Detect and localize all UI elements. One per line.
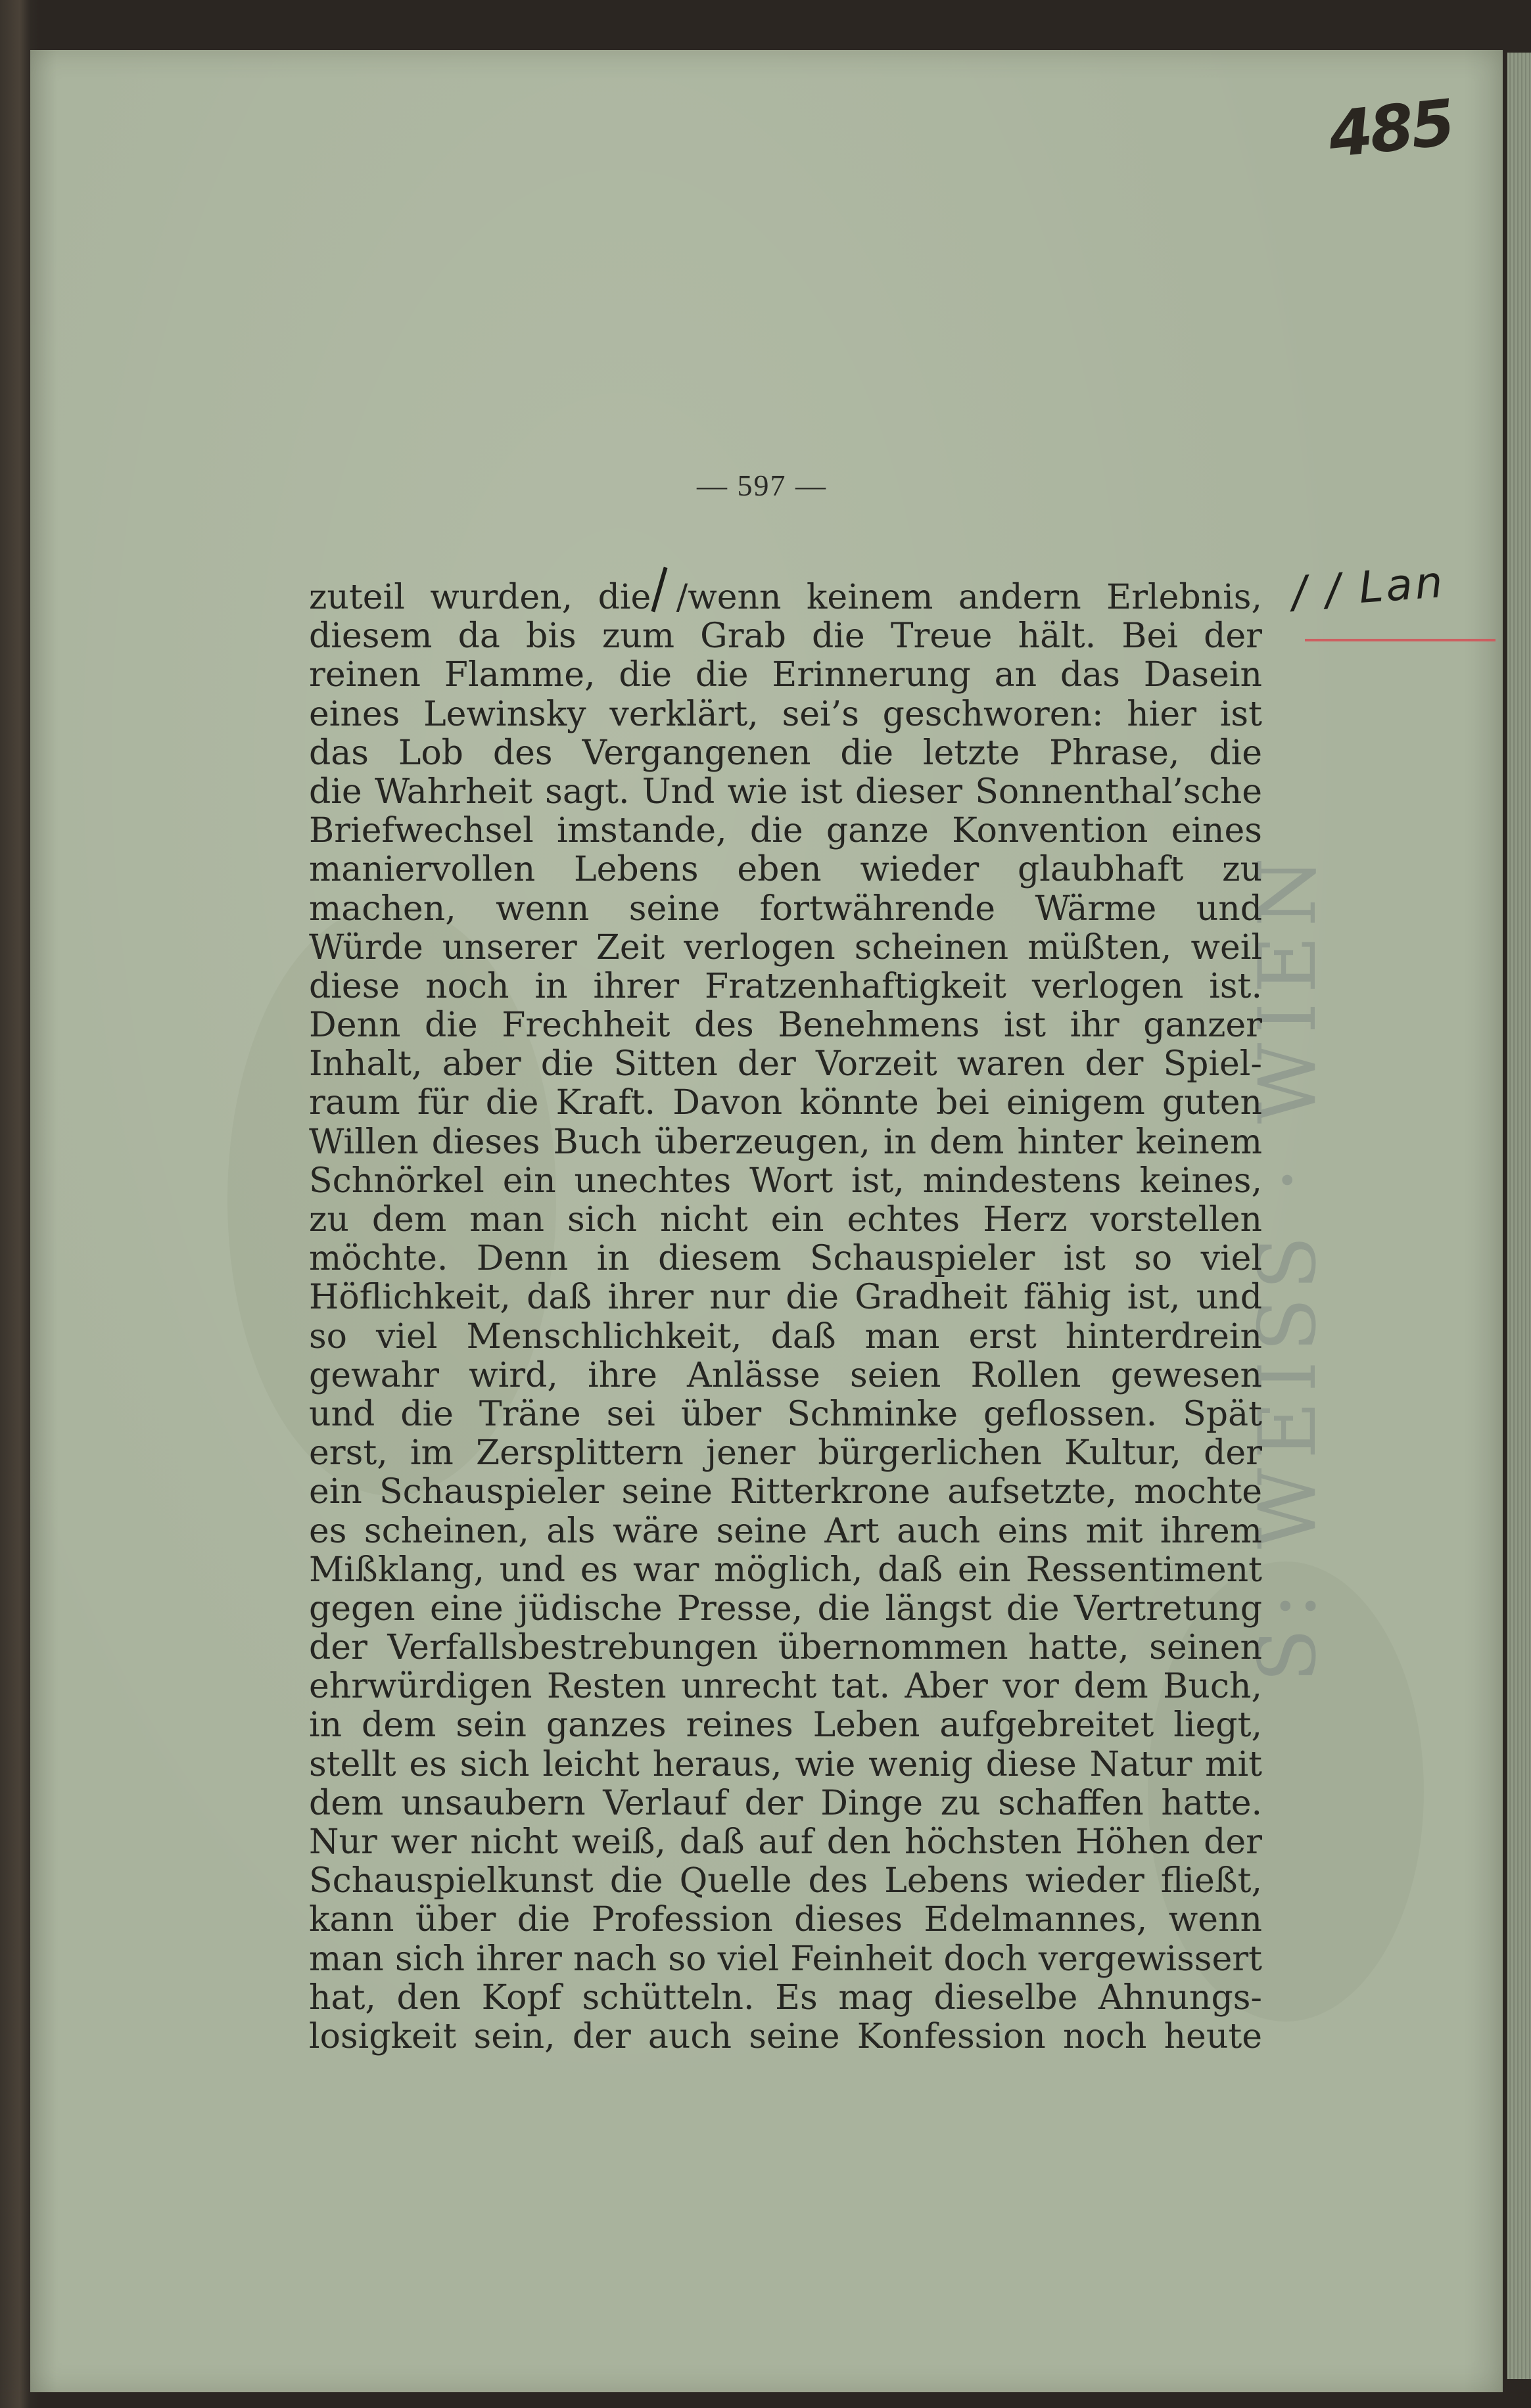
- text-line: es scheinen, als wäre seine Art auch eins mit ihrem: [309, 1511, 1262, 1551]
- text-line: Willen dieses Buch überzeugen, in dem hinter keinem: [309, 1122, 1262, 1162]
- text-line: dem unsaubern Verlauf der Dinge zu schaffen hatte.: [309, 1783, 1262, 1823]
- text-line: Nur wer nicht weiß, daß auf den höchsten Höhen der: [309, 1822, 1262, 1862]
- text-line: diese noch in ihrer Fratzenhaftigkeit verlogen ist.: [309, 966, 1262, 1006]
- handwritten-margin-note: / / Lan: [1290, 556, 1447, 618]
- text-line: Schauspielkunst die Quelle des Lebens wieder fließt,: [309, 1861, 1262, 1901]
- text-line: losigkeit sein, der auch seine Konfession noch heute: [309, 2016, 1262, 2056]
- text-line: Denn die Frechheit des Benehmens ist ihr ganzer: [309, 1006, 1262, 1046]
- text-line: die Wahrheit sagt. Und wie ist dieser Sonnenthal’sche: [309, 772, 1262, 812]
- text-line: diesem da bis zum Grab die Treue hält. Bei der: [309, 616, 1262, 657]
- text-line: Inhalt, aber die Sitten der Vorzeit waren der Spiel-: [309, 1044, 1262, 1084]
- text-line: kann über die Profession dieses Edelmannes, wenn: [309, 1900, 1262, 1940]
- text-line: gegen eine jüdische Presse, die längst die Vertretung: [309, 1588, 1262, 1629]
- handwritten-folio-number: 485: [1325, 85, 1456, 172]
- text-line: gewahr wird, ihre Anlässe seien Rollen gewesen: [309, 1355, 1262, 1395]
- text-line: so viel Menschlichkeit, daß man erst hinterdrein: [309, 1316, 1262, 1356]
- text-line: Briefwechsel imstande, die ganze Konvention eines: [309, 811, 1262, 851]
- text-line: raum für die Kraft. Davon könnte bei einigem guten: [309, 1083, 1262, 1123]
- bleed-through-stamp: S: WEISS · WIEN: [1242, 848, 1334, 1682]
- text-line: ein Schauspieler seine Ritterkrone aufsetzte, mochte: [309, 1472, 1262, 1512]
- text-line: das Lob des Vergangenen die letzte Phrase, die: [309, 733, 1262, 773]
- body-text: [309, 578, 1262, 2056]
- text-line: reinen Flamme, die die Erinnerung an das Dasein: [309, 655, 1262, 695]
- text-line: Mißklang, und es war möglich, daß ein Ressentiment: [309, 1550, 1262, 1590]
- text-line: eines Lewinsky verklärt, sei’s geschworen: hier ist: [309, 694, 1262, 734]
- text-line: erst, im Zersplittern jener bürgerlichen Kultur, der: [309, 1433, 1262, 1473]
- text-line: Höflichkeit, daß ihrer nur die Gradheit fähig ist, und: [309, 1278, 1262, 1318]
- text-line: man sich ihrer nach so viel Feinheit doch vergewissert: [309, 1939, 1262, 1979]
- text-line: zu dem man sich nicht ein echtes Herz vorstellen: [309, 1200, 1262, 1239]
- text-line: in dem sein ganzes reines Leben aufgebreitet liegt,: [309, 1705, 1262, 1746]
- page-number: — 597 —: [697, 469, 827, 502]
- page-edges: [1507, 53, 1531, 2379]
- text-line: Schnörkel ein unechtes Wort ist, mindestens keines,: [309, 1161, 1262, 1201]
- text-line: maniervollen Lebens eben wieder glaubhaft zu: [309, 850, 1262, 890]
- text-line: stellt es sich leicht heraus, wie wenig diese Natur mit: [309, 1744, 1262, 1784]
- text-line: zuteil wurden, die /wenn keinem andern Erlebnis,: [309, 578, 1262, 617]
- text-line: ehrwürdigen Resten unrecht tat. Aber vor dem Buch,: [309, 1667, 1262, 1707]
- text-line: und die Träne sei über Schminke geflossen. Spät: [309, 1394, 1262, 1434]
- text-line: hat, den Kopf schütteln. Es mag dieselbe Ahnungs-: [309, 1978, 1262, 2018]
- text-line: der Verfallsbestrebungen übernommen hatte, seinen: [309, 1628, 1262, 1668]
- text-line: möchte. Denn in diesem Schauspieler ist so viel: [309, 1239, 1262, 1279]
- text-line: Würde unserer Zeit verlogen scheinen müßten, weil: [309, 927, 1262, 967]
- text-line: machen, wenn seine fortwährende Wärme und: [309, 889, 1262, 929]
- red-pencil-underline: [1305, 639, 1496, 641]
